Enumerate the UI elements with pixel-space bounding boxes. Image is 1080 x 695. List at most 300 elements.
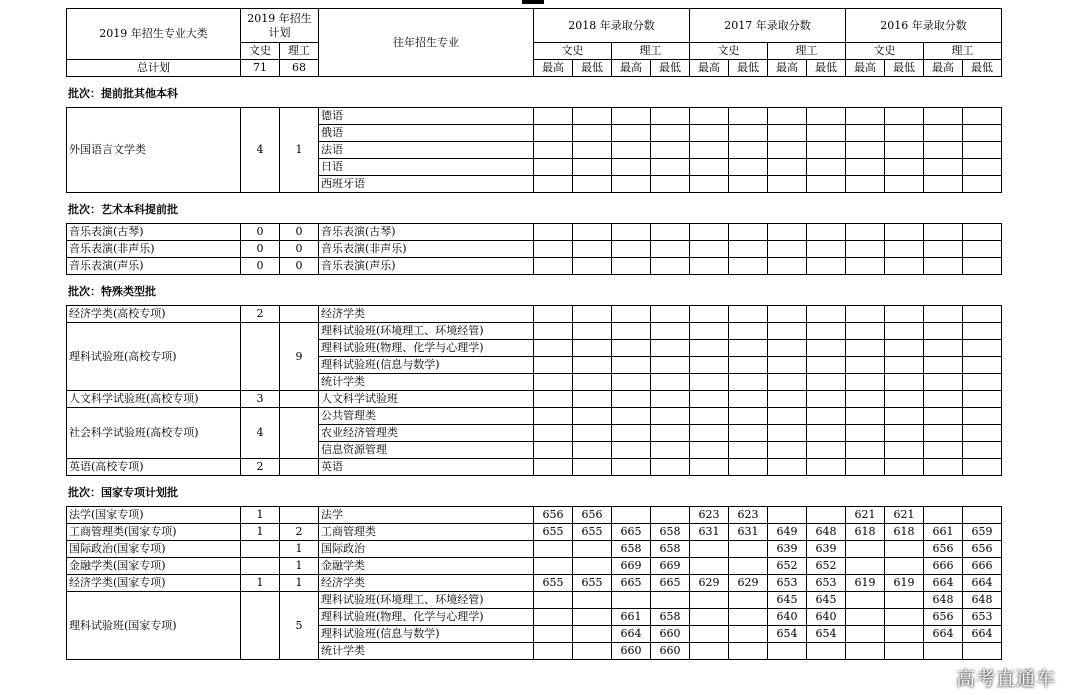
watermark: 高考直通车: [955, 668, 1056, 690]
score-cell: [612, 159, 651, 176]
score-cell: 619: [846, 575, 885, 592]
score-cell: [885, 391, 924, 408]
score-cell: [846, 241, 885, 258]
score-cell: [768, 224, 807, 241]
score-cell: 655: [534, 524, 573, 541]
score-cell: 664: [963, 626, 1002, 643]
major-cell: 法语: [319, 142, 534, 159]
score-cell: [846, 224, 885, 241]
score-cell: [690, 108, 729, 125]
score-cell: [690, 459, 729, 476]
score-cell: [612, 241, 651, 258]
score-cell: [924, 442, 963, 459]
plan-wen-cell: 0: [241, 258, 280, 275]
score-cell: [846, 258, 885, 275]
score-cell: [807, 643, 846, 660]
score-cell: [885, 643, 924, 660]
score-cell: 623: [690, 507, 729, 524]
score-cell: [768, 643, 807, 660]
score-cell: [768, 425, 807, 442]
header-max: 最高: [690, 60, 729, 77]
plan-li-cell: 1: [280, 558, 319, 575]
score-cell: [768, 357, 807, 374]
score-cell: [807, 357, 846, 374]
score-cell: [651, 391, 690, 408]
score-cell: [963, 258, 1002, 275]
table-row: [67, 575, 1002, 592]
score-cell: [612, 323, 651, 340]
total-wen: 71: [241, 60, 280, 77]
category-cell: 经济学类(国家专项): [67, 575, 241, 592]
score-cell: [846, 425, 885, 442]
plan-li-cell: [280, 306, 319, 323]
score-cell: [612, 306, 651, 323]
score-cell: [963, 108, 1002, 125]
score-cell: [729, 142, 768, 159]
major-cell: 公共管理类: [319, 408, 534, 425]
plan-wen-cell: 1: [241, 524, 280, 541]
score-cell: [729, 541, 768, 558]
score-cell: [807, 258, 846, 275]
score-cell: [768, 159, 807, 176]
score-cell: [807, 323, 846, 340]
score-cell: [846, 374, 885, 391]
score-cell: [729, 626, 768, 643]
score-cell: [924, 108, 963, 125]
total-li: 68: [280, 60, 319, 77]
score-cell: 655: [573, 524, 612, 541]
score-cell: [846, 391, 885, 408]
plan-li-cell: 9: [280, 323, 319, 391]
score-cell: [807, 374, 846, 391]
score-cell: [573, 323, 612, 340]
score-cell: [573, 224, 612, 241]
score-cell: [768, 374, 807, 391]
header-min: 最低: [963, 60, 1002, 77]
score-cell: [924, 258, 963, 275]
score-cell: 664: [924, 575, 963, 592]
score-cell: [690, 374, 729, 391]
score-cell: 639: [807, 541, 846, 558]
score-cell: 640: [807, 609, 846, 626]
score-cell: [924, 142, 963, 159]
header-max: 最高: [534, 60, 573, 77]
major-cell: 理科试验班(环境理工、环境经管): [319, 592, 534, 609]
batch-table: [66, 107, 1002, 193]
score-cell: [807, 224, 846, 241]
score-cell: [963, 306, 1002, 323]
score-cell: [690, 258, 729, 275]
score-cell: [846, 323, 885, 340]
score-cell: [651, 125, 690, 142]
major-cell: 经济学类: [319, 575, 534, 592]
score-cell: [651, 224, 690, 241]
score-cell: [924, 357, 963, 374]
score-cell: [690, 408, 729, 425]
major-cell: 金融学类: [319, 558, 534, 575]
score-cell: 652: [768, 558, 807, 575]
score-cell: [807, 159, 846, 176]
score-cell: [651, 507, 690, 524]
admission-score-document: [66, 8, 1002, 660]
score-cell: [807, 425, 846, 442]
score-cell: [729, 442, 768, 459]
header-2017: 2017 年录取分数: [690, 9, 846, 43]
score-cell: [846, 108, 885, 125]
score-cell: [651, 176, 690, 193]
score-cell: [612, 224, 651, 241]
header-max: 最高: [846, 60, 885, 77]
score-cell: 660: [651, 626, 690, 643]
score-cell: [807, 408, 846, 425]
score-cell: [651, 142, 690, 159]
score-cell: [963, 159, 1002, 176]
score-cell: [924, 176, 963, 193]
major-cell: 统计学类: [319, 643, 534, 660]
score-cell: [534, 306, 573, 323]
score-cell: [534, 340, 573, 357]
header-table: [66, 8, 1002, 77]
score-cell: [768, 459, 807, 476]
table-row: [67, 391, 1002, 408]
score-cell: [924, 241, 963, 258]
score-cell: [885, 176, 924, 193]
score-cell: [729, 357, 768, 374]
score-cell: [768, 176, 807, 193]
major-cell: 音乐表演(非声乐): [319, 241, 534, 258]
score-cell: 658: [651, 524, 690, 541]
score-cell: [612, 142, 651, 159]
score-cell: [534, 374, 573, 391]
major-cell: 工商管理类: [319, 524, 534, 541]
score-cell: [924, 159, 963, 176]
score-cell: 648: [963, 592, 1002, 609]
header-plan-wen: 文史: [241, 43, 280, 60]
score-cell: [963, 340, 1002, 357]
score-cell: 629: [690, 575, 729, 592]
score-cell: [846, 306, 885, 323]
score-cell: 654: [768, 626, 807, 643]
score-cell: [807, 391, 846, 408]
score-cell: [963, 507, 1002, 524]
score-cell: 640: [768, 609, 807, 626]
score-cell: 666: [924, 558, 963, 575]
score-cell: [924, 425, 963, 442]
plan-wen-cell: 1: [241, 507, 280, 524]
score-cell: [963, 442, 1002, 459]
score-cell: [534, 224, 573, 241]
score-cell: [690, 142, 729, 159]
score-cell: [924, 643, 963, 660]
major-cell: 德语: [319, 108, 534, 125]
score-cell: 656: [963, 541, 1002, 558]
plan-wen-cell: [241, 323, 280, 391]
score-cell: [768, 442, 807, 459]
score-cell: [768, 241, 807, 258]
score-cell: [807, 241, 846, 258]
score-cell: [768, 391, 807, 408]
score-cell: 631: [690, 524, 729, 541]
score-cell: [651, 108, 690, 125]
score-cell: [534, 425, 573, 442]
score-cell: [651, 323, 690, 340]
score-cell: [729, 159, 768, 176]
score-cell: [885, 357, 924, 374]
major-cell: 国际政治: [319, 541, 534, 558]
score-cell: [924, 459, 963, 476]
table-row: [67, 507, 1002, 524]
score-cell: 658: [651, 609, 690, 626]
score-cell: [612, 340, 651, 357]
major-cell: 人文科学试验班: [319, 391, 534, 408]
score-cell: [534, 541, 573, 558]
major-cell: 西班牙语: [319, 176, 534, 193]
score-cell: [963, 408, 1002, 425]
major-cell: 统计学类: [319, 374, 534, 391]
score-cell: [534, 459, 573, 476]
score-cell: [885, 108, 924, 125]
score-cell: [651, 374, 690, 391]
score-cell: [690, 558, 729, 575]
score-cell: [729, 306, 768, 323]
score-cell: [612, 125, 651, 142]
plan-li-cell: 1: [280, 575, 319, 592]
score-cell: 654: [807, 626, 846, 643]
score-cell: [768, 408, 807, 425]
score-cell: [690, 323, 729, 340]
score-cell: [651, 459, 690, 476]
header-2016-wen: 文史: [846, 43, 924, 60]
table-row: [67, 459, 1002, 476]
score-cell: [573, 391, 612, 408]
score-cell: 652: [807, 558, 846, 575]
plan-li-cell: [280, 391, 319, 408]
score-cell: [651, 340, 690, 357]
category-cell: 音乐表演(非声乐): [67, 241, 241, 258]
score-cell: 653: [768, 575, 807, 592]
score-cell: [963, 459, 1002, 476]
score-cell: [729, 408, 768, 425]
category-cell: 外国语言文学类: [67, 108, 241, 193]
score-cell: [924, 374, 963, 391]
batch-title: 批次：特殊类型批: [68, 285, 156, 298]
score-cell: [924, 323, 963, 340]
score-cell: 664: [963, 575, 1002, 592]
plan-wen-cell: 2: [241, 459, 280, 476]
score-cell: [924, 125, 963, 142]
score-cell: [729, 176, 768, 193]
plan-wen-cell: [241, 558, 280, 575]
score-cell: [651, 408, 690, 425]
score-cell: [729, 609, 768, 626]
score-cell: 666: [963, 558, 1002, 575]
score-cell: [534, 626, 573, 643]
table-row: [67, 224, 1002, 241]
score-cell: [534, 176, 573, 193]
score-cell: [885, 224, 924, 241]
score-cell: [963, 224, 1002, 241]
score-cell: [612, 357, 651, 374]
batch-title: 批次：国家专项计划批: [68, 486, 178, 499]
score-cell: [768, 108, 807, 125]
score-cell: [963, 391, 1002, 408]
score-cell: [573, 241, 612, 258]
score-cell: [807, 507, 846, 524]
score-cell: 648: [924, 592, 963, 609]
major-cell: 英语: [319, 459, 534, 476]
score-cell: [885, 374, 924, 391]
score-cell: [573, 357, 612, 374]
score-cell: [846, 176, 885, 193]
score-cell: [690, 442, 729, 459]
score-cell: [885, 142, 924, 159]
table-row: [67, 592, 1002, 609]
score-cell: 664: [924, 626, 963, 643]
total-label: 总计划: [67, 60, 241, 77]
score-cell: [690, 340, 729, 357]
major-cell: 信息资源管理: [319, 442, 534, 459]
score-cell: [846, 643, 885, 660]
score-cell: [768, 142, 807, 159]
score-cell: [573, 592, 612, 609]
plan-wen-cell: [241, 541, 280, 558]
score-cell: [963, 425, 1002, 442]
batch-title: 批次：艺术本科提前批: [68, 203, 178, 216]
major-cell: 经济学类: [319, 306, 534, 323]
score-cell: 618: [846, 524, 885, 541]
score-cell: [846, 541, 885, 558]
plan-li-cell: 2: [280, 524, 319, 541]
score-cell: [690, 241, 729, 258]
score-cell: [651, 442, 690, 459]
score-cell: [690, 391, 729, 408]
category-cell: 音乐表演(古琴): [67, 224, 241, 241]
table-row: [67, 323, 1002, 340]
score-cell: [963, 643, 1002, 660]
plan-wen-cell: 0: [241, 224, 280, 241]
score-cell: [885, 340, 924, 357]
plan-wen-cell: [241, 592, 280, 660]
plan-wen-cell: 4: [241, 408, 280, 459]
score-cell: [807, 108, 846, 125]
score-cell: 639: [768, 541, 807, 558]
score-cell: [573, 340, 612, 357]
score-cell: [651, 425, 690, 442]
score-cell: [729, 224, 768, 241]
header-max: 最高: [612, 60, 651, 77]
table-row: [67, 306, 1002, 323]
major-cell: 法学: [319, 507, 534, 524]
score-cell: 669: [612, 558, 651, 575]
major-cell: 俄语: [319, 125, 534, 142]
score-cell: [807, 442, 846, 459]
score-cell: [807, 459, 846, 476]
score-cell: [651, 258, 690, 275]
header-max: 最高: [924, 60, 963, 77]
score-cell: 618: [885, 524, 924, 541]
score-cell: 665: [651, 575, 690, 592]
category-cell: 社会科学试验班(高校专项): [67, 408, 241, 459]
score-cell: [768, 306, 807, 323]
score-cell: [573, 374, 612, 391]
score-cell: [612, 408, 651, 425]
score-cell: 659: [963, 524, 1002, 541]
score-cell: [690, 159, 729, 176]
score-cell: [846, 459, 885, 476]
score-cell: 658: [612, 541, 651, 558]
score-cell: 660: [651, 643, 690, 660]
major-cell: 理科试验班(环境理工、环境经管): [319, 323, 534, 340]
score-cell: [885, 306, 924, 323]
score-cell: [573, 558, 612, 575]
score-cell: [963, 357, 1002, 374]
score-cell: [846, 442, 885, 459]
score-cell: [729, 108, 768, 125]
score-cell: [651, 592, 690, 609]
header-2018-wen: 文史: [534, 43, 612, 60]
score-cell: [573, 108, 612, 125]
score-cell: 660: [612, 643, 651, 660]
score-cell: [690, 609, 729, 626]
score-cell: [846, 159, 885, 176]
plan-li-cell: 1: [280, 541, 319, 558]
score-cell: [768, 125, 807, 142]
plan-li-cell: [280, 507, 319, 524]
score-cell: [846, 125, 885, 142]
score-cell: [729, 323, 768, 340]
top-decoration: [522, 0, 544, 4]
score-cell: 648: [807, 524, 846, 541]
score-cell: [885, 323, 924, 340]
score-cell: 664: [612, 626, 651, 643]
score-cell: [729, 459, 768, 476]
header-min: 最低: [885, 60, 924, 77]
plan-wen-cell: 1: [241, 575, 280, 592]
score-cell: [885, 241, 924, 258]
header-min: 最低: [573, 60, 612, 77]
score-cell: 623: [729, 507, 768, 524]
score-cell: [573, 442, 612, 459]
score-cell: [768, 258, 807, 275]
score-cell: [963, 241, 1002, 258]
batch-table: [66, 305, 1002, 476]
score-cell: [924, 507, 963, 524]
plan-li-cell: [280, 459, 319, 476]
category-cell: 国际政治(国家专项): [67, 541, 241, 558]
score-cell: [729, 391, 768, 408]
score-cell: [963, 374, 1002, 391]
plan-li-cell: 0: [280, 241, 319, 258]
plan-wen-cell: 0: [241, 241, 280, 258]
score-cell: [924, 391, 963, 408]
score-cell: [690, 224, 729, 241]
score-cell: [612, 176, 651, 193]
score-cell: 655: [573, 575, 612, 592]
score-cell: [846, 626, 885, 643]
score-cell: [690, 626, 729, 643]
major-cell: 理科试验班(物理、化学与心理学): [319, 340, 534, 357]
plan-li-cell: 1: [280, 108, 319, 193]
score-cell: [690, 306, 729, 323]
major-cell: 音乐表演(古琴): [319, 224, 534, 241]
table-row: [67, 558, 1002, 575]
score-cell: [612, 592, 651, 609]
score-cell: 649: [768, 524, 807, 541]
score-cell: [846, 609, 885, 626]
score-cell: 665: [612, 524, 651, 541]
major-cell: 理科试验班(物理、化学与心理学): [319, 609, 534, 626]
score-cell: [729, 558, 768, 575]
